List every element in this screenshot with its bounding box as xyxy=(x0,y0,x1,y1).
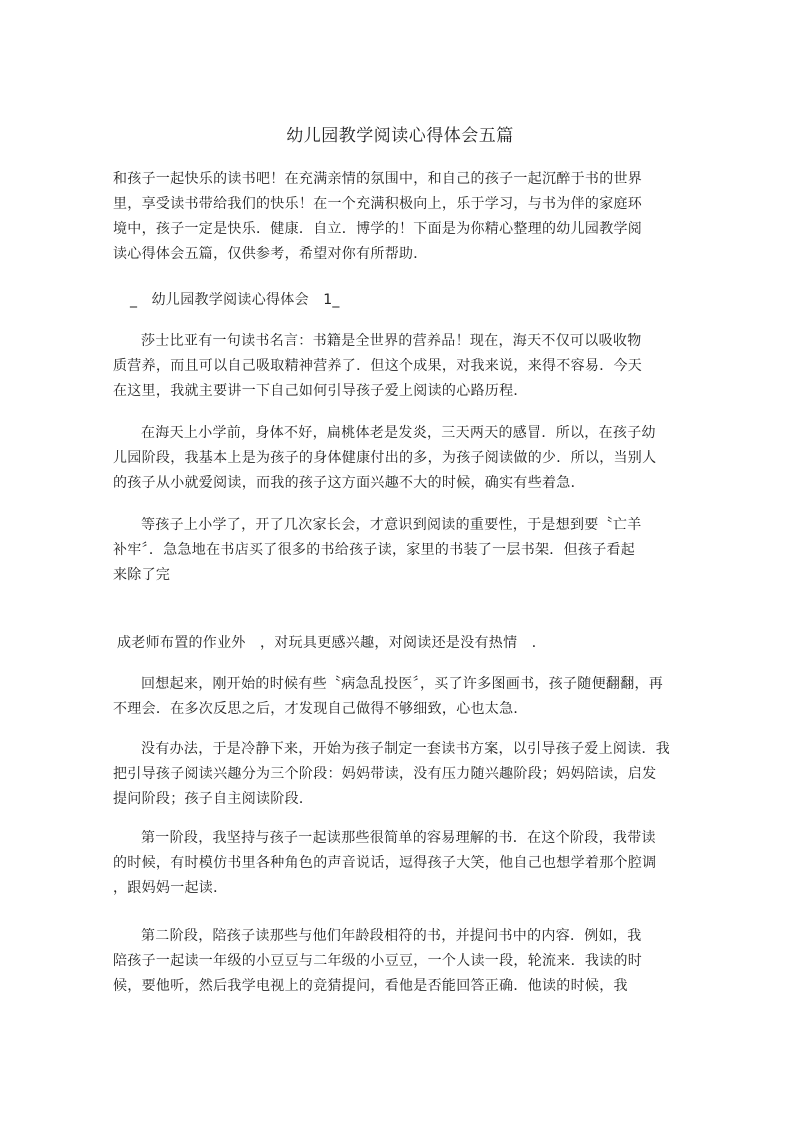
text-line: 和孩子一起快乐的读书吧！在充满亲情的氛围中，和自己的孩子一起沉醉于书的世界 xyxy=(113,171,643,187)
text-line: 等孩子上小学了，开了几次家长会，才意识到阅读的重要性，于是想到要〝亡羊 xyxy=(141,517,642,533)
document-title: 幼儿园教学阅读心得体会五篇 xyxy=(286,126,514,146)
text-line: 质营养，而且可以自己吸取精神营养了．但这个成果，对我来说，来得不容易．今天 xyxy=(113,358,643,374)
body-paragraph xyxy=(113,737,703,812)
text-line: 成老师布置的作业外 ，对玩具更感兴趣，对阅读还是没有热情 ． xyxy=(117,635,546,651)
body-paragraph xyxy=(113,924,703,999)
text-line: 里，享受读书带给我们的快乐！在一个充满积极向上，乐于学习，与书为伴的家庭环 xyxy=(113,196,643,212)
body-paragraph xyxy=(113,672,703,722)
body-paragraph xyxy=(113,513,703,588)
body-paragraph xyxy=(113,329,703,404)
intro-paragraph xyxy=(113,167,703,267)
text-line: 第二阶段，陪孩子读那些与他们年龄段相符的书，并提问书中的内容．例如，我 xyxy=(141,928,642,944)
text-line: 在这里，我就主要讲一下自己如何引导孩子爱上阅读的心路历程． xyxy=(113,383,528,399)
text-line: 读心得体会五篇，仅供参考，希望对你有所帮助． xyxy=(113,246,428,262)
body-paragraph xyxy=(117,631,707,656)
text-line: 境中，孩子一定是快乐．健康．自立．博学的！下面是为你精心整理的幼儿园教学阅 xyxy=(113,221,643,237)
text-line: 不理会．在多次反思之后，才发现自己做得不够细致，心也太急． xyxy=(113,701,528,717)
text-line: 候，要他听，然后我学电视上的竞猜提问，看他是否能回答正确．他读的时候，我 xyxy=(113,978,628,994)
text-line: 的时候，有时模仿书里各种角色的声音说话，逗得孩子大笑，他自己也想学着那个腔调 xyxy=(113,855,657,871)
section-heading: _ 幼儿园教学阅读心得体会 1_ xyxy=(130,292,340,308)
text-line: 提问阶段；孩子自主阅读阶段． xyxy=(113,791,314,807)
text-line: 第一阶段，我坚持与孩子一起读那些很简单的容易理解的书．在这个阶段，我带读 xyxy=(141,830,656,846)
text-line: 在海天上小学前，身体不好，扁桃体老是发炎，三天两天的感冒．所以，在孩子幼 xyxy=(141,425,656,441)
body-paragraph xyxy=(113,421,703,496)
text-line: 来除了完 xyxy=(113,567,171,583)
text-line: 的孩子从小就爱阅读，而我的孩子这方面兴趣不大的时候，确实有些着急． xyxy=(113,475,585,491)
text-line: 补牢〞．急急地在书店买了很多的书给孩子读，家里的书装了一层书架．但孩子看起 xyxy=(113,542,636,558)
text-line: ，跟妈妈一起读． xyxy=(113,880,228,896)
text-line: 莎士比亚有一句读书名言：书籍是全世界的营养品！现在，海天不仅可以吸收物 xyxy=(141,333,642,349)
text-line: 回想起来，刚开始的时候有些〝病急乱投医〞，买了许多图画书，孩子随便翻翻，再 xyxy=(141,676,664,692)
text-line: 儿园阶段，我基本上是为孩子的身体健康付出的多，为孩子阅读做的少．所以，当别人 xyxy=(113,450,657,466)
text-line: 陪孩子一起读一年级的小豆豆与二年级的小豆豆，一个人读一段，轮流来．我读的时 xyxy=(113,953,643,969)
body-paragraph xyxy=(113,826,703,901)
text-line: 没有办法，于是冷静下来，开始为孩子制定一套读书方案，以引导孩子爱上阅读．我 xyxy=(141,741,671,757)
text-line: 把引导孩子阅读兴趣分为三个阶段：妈妈带读，没有压力随兴趣阶段；妈妈陪读，启发 xyxy=(113,766,657,782)
